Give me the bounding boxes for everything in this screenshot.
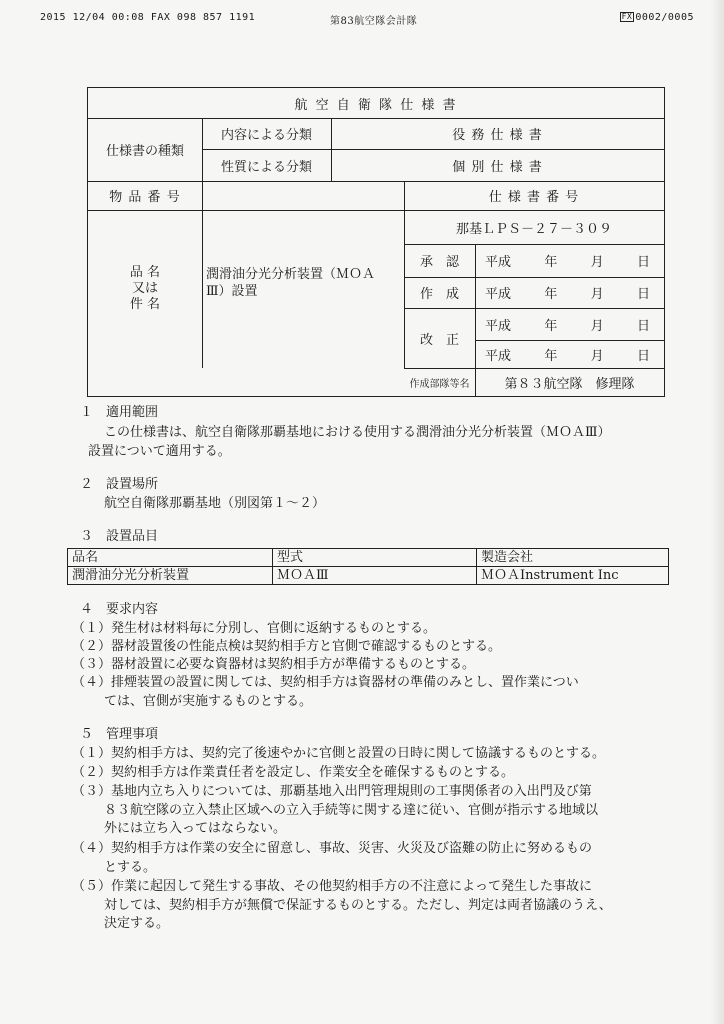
section5-item-5 — [72, 878, 612, 934]
list-item: （１）契約相手方は、契約完了後速やかに官側と設置の日時に関して協議するものとする。 — [72, 746, 606, 761]
equipment-table — [67, 548, 669, 585]
section3-heading: ３ 設置品目 — [80, 529, 159, 544]
section4-item-4 — [72, 674, 579, 711]
list-item-cont: とする。 — [104, 859, 157, 875]
spec-number-value: 那基ＬＰＳ－２７－３０９ — [455, 221, 612, 237]
date-day: 日 — [636, 318, 650, 334]
fax-page-count: 0002/0005 — [635, 12, 694, 23]
spec-title: 航 空 自 衛 隊 仕 様 書 — [294, 97, 458, 113]
table-cell: ＭＯＡⅢ — [273, 567, 477, 585]
list-item-cont: 決定する。 — [104, 916, 170, 931]
scan-edge-shadow — [710, 0, 724, 1024]
date-era: 平成 — [485, 287, 512, 302]
date-year: 年 — [544, 255, 558, 270]
section4-item-2 — [72, 638, 501, 657]
nature-class-label: 性質による分類 — [220, 159, 312, 175]
section5-heading: ５ 管理事項 — [80, 727, 159, 742]
dept-value: 第８３航空隊 修理隊 — [504, 376, 635, 392]
fax-icon: FX — [621, 12, 633, 21]
date-month: 月 — [590, 255, 604, 270]
revision-label: 改 正 — [419, 332, 459, 348]
nature-class-value: 個 別 仕 様 書 — [452, 159, 543, 175]
table-header-cell: 製造会社 — [477, 549, 669, 567]
fax-header-sender: 第83航空隊会計隊 — [330, 16, 418, 27]
item-number-label: 物 品 番 号 — [109, 190, 181, 205]
date-day: 日 — [636, 287, 650, 302]
list-item: （４）契約相手方は作業の安全に留意し、事故、災害、火災及び盗難の防止に努めるもの — [72, 841, 593, 856]
section1-heading: １ 適用範囲 — [80, 405, 159, 420]
fax-header-page — [620, 12, 694, 23]
item-name-value-line1: 潤滑油分光分析装置（ＭＯＡ — [206, 267, 376, 282]
list-item-cont: 外には立ち入ってはならない。 — [104, 821, 287, 836]
list-item: （３）基地内立ち入りについては、那覇基地入出門管理規則の工事関係者の入出門及び第 — [72, 784, 592, 799]
spec-number-label: 仕 様 書 番 号 — [488, 190, 580, 205]
section2-body — [104, 495, 325, 514]
fax-header-left: 2015 12/04 00:08 FAX 098 857 1191 — [40, 12, 256, 23]
creation-label: 作 成 — [419, 287, 459, 302]
list-item: （３）器材設置に必要な資器材は契約相手方が準備するものとする。 — [72, 657, 476, 672]
item-name-value-line2: Ⅲ）設置 — [206, 284, 258, 299]
table-row — [68, 567, 669, 585]
table-header-cell: 型式 — [273, 549, 477, 567]
section4-heading: ４ 要求内容 — [80, 602, 159, 617]
date-era: 平成 — [485, 318, 512, 334]
revision-date-1 — [475, 308, 664, 340]
list-item: （２）器材設置後の性能点検は契約相手方と官側で確認するものとする。 — [72, 639, 502, 654]
date-year: 年 — [544, 318, 558, 334]
spec-type-label: 仕様書の種類 — [105, 144, 184, 159]
revision-date-2 — [475, 340, 664, 368]
approval-label: 承 認 — [419, 255, 459, 270]
table-cell: 潤滑油分光分析装置 — [68, 567, 273, 585]
date-day: 日 — [636, 348, 650, 364]
list-item: （５）作業に起因して発生する事故、その他契約相手方の不注意によって発生した事故に — [72, 879, 593, 894]
section2-heading: ２ 設置場所 — [80, 477, 159, 492]
approval-date — [475, 244, 664, 277]
date-day: 日 — [636, 255, 650, 270]
fax-header — [40, 12, 694, 26]
date-era: 平成 — [485, 348, 512, 364]
item-name-label-line1: 品 名 — [129, 265, 161, 280]
table-cell: ＭＯＡInstrument Inc — [477, 567, 669, 585]
item-name-label — [88, 210, 202, 368]
date-year: 年 — [544, 287, 558, 302]
date-year: 年 — [544, 348, 558, 364]
section1-line1: この仕様書は、航空自衛隊那覇基地における使用する潤滑油分光分析装置（ＭＯＡⅢ） — [104, 425, 611, 440]
section4-item-3 — [72, 656, 475, 675]
section1-line2: 設置について適用する。 — [88, 444, 231, 459]
table-header-cell: 品名 — [68, 549, 273, 567]
list-item-cont: ては、官側が実施するものとする。 — [104, 693, 313, 709]
list-item-cont: 対しては、契約相手方が無償で保証するものとする。ただし、判定は両者協議のうえ、 — [104, 897, 612, 913]
section5-item-4 — [72, 840, 592, 877]
section5-item-1 — [72, 745, 605, 764]
content-class-label: 内容による分類 — [220, 128, 312, 143]
date-month: 月 — [590, 318, 604, 334]
list-item-cont: ８３航空隊の立入禁止区域への立入手続等に関する達に従い、官側が指示する地域以 — [104, 802, 599, 818]
date-era: 平成 — [485, 255, 512, 270]
content-class-value: 役 務 仕 様 書 — [452, 128, 543, 143]
date-month: 月 — [590, 348, 604, 364]
spec-header-table — [87, 87, 665, 397]
creation-date — [475, 277, 664, 308]
item-name-label-line3: 件 名 — [129, 297, 161, 312]
item-name-label-line2: 又は — [131, 281, 158, 296]
list-item: （４）排煙装置の設置に関しては、契約相手方は資器材の準備のみとし、置作業につい — [72, 675, 579, 690]
list-item: （２）契約相手方は作業責任者を設定し、作業安全を確保するものとする。 — [72, 765, 515, 780]
section5-item-3 — [72, 783, 598, 839]
list-item: （１）発生材は材料毎に分別し、官側に返納するものとする。 — [72, 621, 437, 636]
section2-line1: 航空自衛隊那覇基地（別図第１～２） — [104, 496, 326, 511]
date-month: 月 — [590, 287, 604, 302]
section5-item-2 — [72, 764, 514, 783]
dept-label: 作成部隊等名 — [409, 378, 470, 390]
section1-body — [104, 424, 611, 443]
section4-item-1 — [72, 620, 436, 639]
item-name-value — [206, 210, 402, 368]
section1-body-cont — [88, 443, 231, 462]
table-header-row — [68, 549, 669, 567]
